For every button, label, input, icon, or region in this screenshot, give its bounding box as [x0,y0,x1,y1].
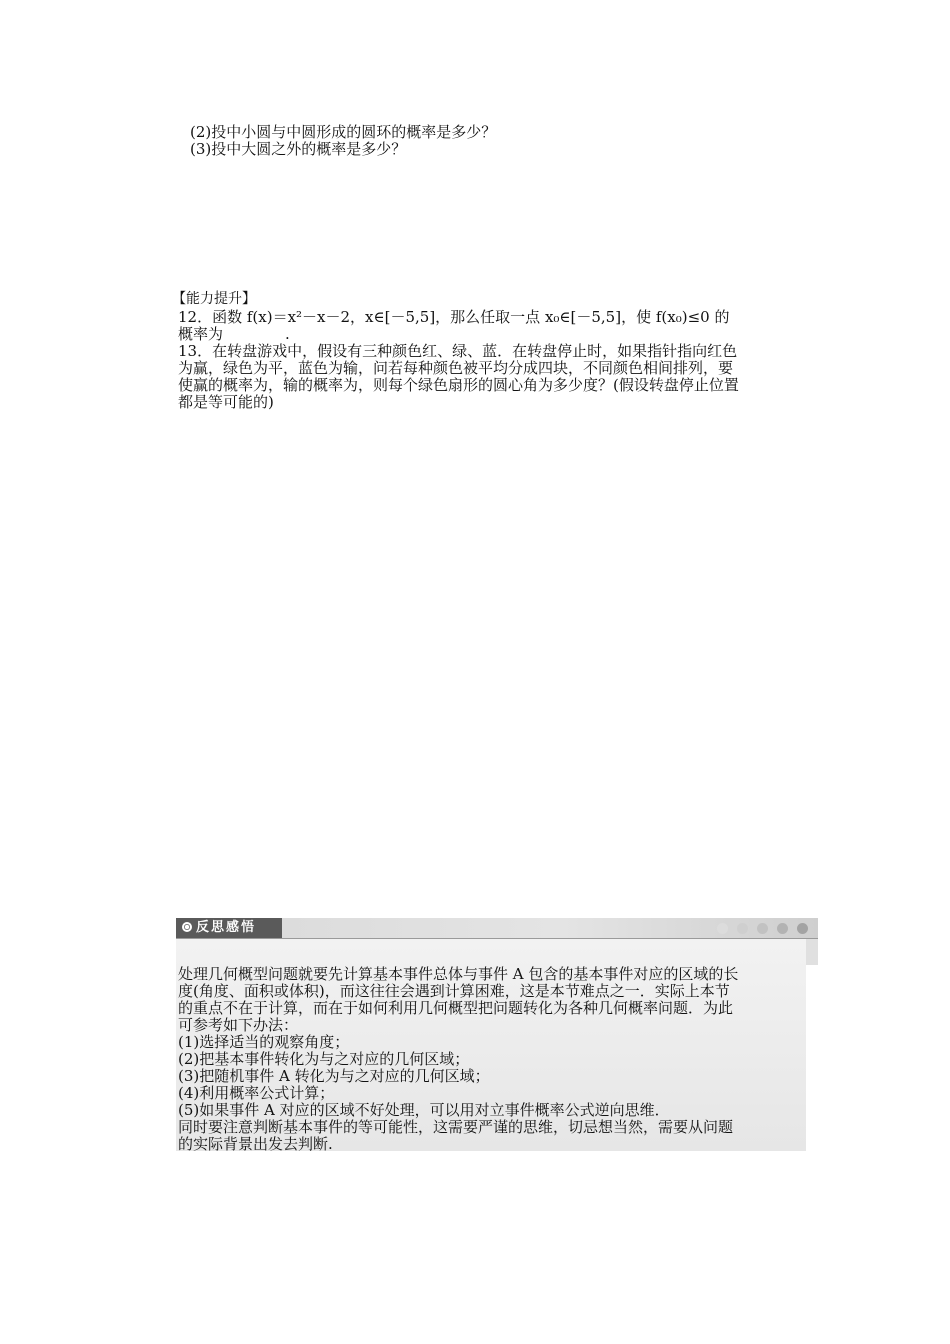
reflection-line-11: 的实际背景出发去判断. [178,1135,333,1153]
question-13-line-4: 都是等可能的) [178,393,274,411]
dot-icon [737,923,748,934]
reflection-line-10: 同时要注意判断基本事件的等可能性，这需要严谨的思维，切忌想当然，需要从问题 [178,1118,734,1136]
reflection-line-5: (1)选择适当的观察角度； [178,1033,350,1051]
question-12-suffix: . [285,325,290,343]
reflection-side-tab [806,939,818,965]
reflection-line-3: 的重点不在于计算，而在于如何利用几何概型把问题转化为各种几何概率问题．为此 [178,999,734,1017]
reflection-line-4: 可参考如下办法： [178,1016,299,1034]
dot-icon [777,923,788,934]
dot-icon [717,923,728,934]
reflection-title-tag [176,918,282,938]
reflection-line-8: (4)利用概率公式计算； [178,1084,335,1102]
question-3: (3)投中大圆之外的概率是多少？ [190,140,407,158]
dot-icon [757,923,768,934]
section-heading-ability: 【能力提升】 [172,291,256,307]
reflection-header-bar [176,918,818,939]
question-2: (2)投中小圆与中圆形成的圆环的概率是多少？ [190,123,497,141]
question-12-prefix: 概率为 [178,325,224,343]
decorative-dots [717,923,808,934]
dot-icon [797,923,808,934]
reflection-title: 反思感悟 [196,920,257,935]
question-12-line-1: 12．函数 f(x)＝x²－x－2，x∈[－5,5]，那么任取一点 x₀∈[－5,5]，使 f(x₀)≤0 的 [178,308,730,326]
question-13-line-1: 13．在转盘游戏中，假设有三种颜色红、绿、蓝．在转盘停止时，如果指针指向红色 [178,342,738,360]
reflection-line-6: (2)把基本事件转化为与之对应的几何区域； [178,1050,470,1068]
question-12-line-2 [178,326,290,343]
reflection-line-9: (5)如果事件 A 对应的区域不好处理，可以用对立事件概率公式逆向思维． [178,1101,670,1119]
question-13-line-2: 为赢，绿色为平，蓝色为输，问若每种颜色被平均分成四块，不同颜色相间排列，要 [178,359,734,377]
target-bullet-icon [182,922,192,932]
reflection-line-7: (3)把随机事件 A 转化为与之对应的几何区域； [178,1067,490,1085]
reflection-line-1: 处理几何概型问题就要先计算基本事件总体与事件 A 包含的基本事件对应的区域的长 [178,965,739,983]
question-13-line-3: 使赢的概率为，输的概率为，则每个绿色扇形的圆心角为多少度？(假设转盘停止位置 [178,376,739,394]
reflection-line-2: 度(角度、面积或体积)，而这往往会遇到计算困难，这是本节难点之一．实际上本节 [178,982,730,1000]
